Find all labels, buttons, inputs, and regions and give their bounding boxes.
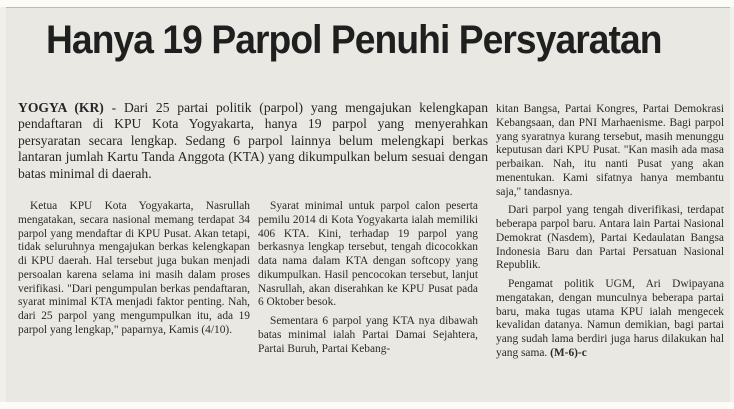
body-column-3: [496, 103, 724, 361]
body-column-2: [258, 200, 478, 356]
scan-margin-bottom: [0, 402, 734, 409]
column-3-paragraph: kitan Bangsa, Partai Kongres, Partai Demokrasi Kebangsaan, dan PNI Marhaenisme. Bagi parpol yang syaratnya kurang tersebut, masih menunggu keputusan dari KPU Pusat. "Kan masih ada masa perbaikan. Nah, itu nanti Pusat yang akan menentukan. Kami sifatnya hanya membantu saja," tandasnya.: [496, 103, 724, 198]
reporter-signature: (M-6)-c: [550, 346, 587, 359]
lead-paragraph: [18, 100, 488, 182]
column-3-last-text: Pengamat politik UGM, Ari Dwipayana mengatakan, dengan munculnya beberapa partai baru, maka tugas utama KPU ialah mengecek kevalidan datanya. Namun demikian, bagi partai yang sudah lama berdiri juga harus dilakukan hal yang sama.: [496, 278, 724, 359]
column-1-paragraph: Ketua KPU Kota Yogyakarta, Nasrullah mengatakan, secara nasional memang terdapat 34 parpol yang mendaftar di KPU Pusat. Akan tetapi, tidak seluruhnya mengajukan berkas kelengkapan di KPU daerah. Hal tersebut juga bukan menjadi persoalan karena selama ini masih dalam proses verifikasi. "Dari pengumpulan berkas pendaftaran, syarat minimal KTA menjadi faktor penting. Nah, dari 25 parpol yang mengumpulkan itu, ada 19 parpol yang lengkap," paparnya, Kamis (4/10).: [18, 200, 250, 336]
column-2-paragraph: Syarat minimal untuk parpol calon peserta pemilu 2014 di Kota Yogyakarta ialah memiliki 406 KTA. Kini, terhadap 19 parpol yang berkasnya lengkap tersebut, tengah dicocokkan data nama dalam KTA dengan softcopy yang dikumpulkan. Hasil pencocokan tersebut, lanjut Nasrullah, akan diserahkan ke KPU Pusat pada 6 Oktober besok.: [258, 200, 478, 309]
column-3-paragraph: Dari parpol yang tengah diverifikasi, terdapat beberapa parpol baru. Antara lain Partai Nasional Demokrat (Nasdem), Partai Kedaulatan Bangsa Indonesia Baru dan Partai Persatuan Nasional Republik.: [496, 204, 724, 272]
dateline: YOGYA (KR): [18, 100, 104, 115]
scan-margin-top: [0, 0, 734, 7]
lead-body: - Dari 25 partai politik (parpol) yang mengajukan kelengkapan pendaftaran di KPU Kota Yogyakarta, hanya 19 parpol yang menyerahkan persyaratan secara lengkap. Sedang 6 parpol lainnya belum melengkapi berkas lantaran jumlah Kartu Tanda Anggota (KTA) yang dikumpulkan belum sesuai dengan batas minimal di daerah.: [18, 100, 488, 181]
column-2-paragraph: Sementara 6 parpol yang KTA nya dibawah batas minimal ialah Partai Damai Sejahtera, Partai Buruh, Partai Kebang-: [258, 315, 478, 355]
column-3-paragraph: [496, 278, 724, 361]
article-headline: Hanya 19 Parpol Penuhi Persyaratan: [46, 18, 662, 62]
body-column-1: [18, 200, 250, 338]
